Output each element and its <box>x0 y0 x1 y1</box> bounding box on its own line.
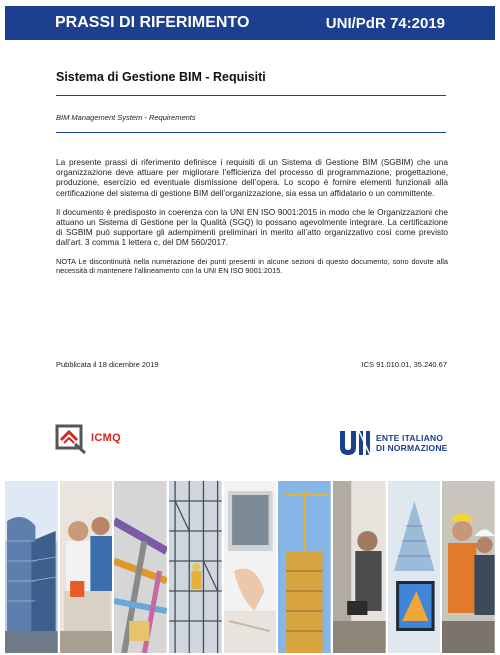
uni-logo-line2: DI NORMAZIONE <box>376 443 448 453</box>
construction-site-photo <box>278 481 331 653</box>
bim-model-tablet-photo <box>388 481 441 653</box>
uni-logo-icon <box>338 428 372 458</box>
title-divider <box>56 95 446 96</box>
publication-date: Pubblicata il 18 dicembre 2019 <box>56 360 159 369</box>
subtitle-divider <box>56 132 446 133</box>
ics-codes: ICS 91.010.01, 35.240.67 <box>361 360 447 369</box>
uni-logo <box>338 428 448 458</box>
abstract-paragraph: La presente prassi di riferimento definisce i requisiti di un Sistema di Gestione BIM (SGBIM) che una organizzazione deve attuare per migliorare l’efficienza del processo di programmazione, progettazione, produzione, esercizio ed eventuale dismissione dell’opera. Lo scopo è fornire elementi funzionali alla certificazione del sistema di gestione BIM dell’organizzazione, sia essa un affidatario o un committente. <box>56 157 448 198</box>
scaffolding-photo <box>169 481 222 653</box>
pipes-3d-model-photo <box>114 481 167 653</box>
workers-helmets-photo <box>442 481 495 653</box>
icmq-logo <box>55 422 121 454</box>
laptop-hands-photo <box>224 481 277 653</box>
document-title: Sistema di Gestione BIM - Requisiti <box>56 70 266 84</box>
header-series: PRASSI DI RIFERIMENTO <box>55 14 250 31</box>
photo-strip <box>5 481 495 653</box>
uni-logo-line1: ENTE ITALIANO <box>376 432 444 443</box>
technician-photo <box>333 481 386 653</box>
engineers-meeting-photo <box>60 481 113 653</box>
icmq-logo-text: ICMQ <box>91 432 121 444</box>
office-buildings-photo <box>5 481 58 653</box>
uni-logo-text <box>376 433 448 454</box>
header-bar <box>5 6 495 40</box>
header-code: UNI/PdR 74:2019 <box>325 14 445 32</box>
abstract-note: NOTA Le discontinuità nella numerazione dei punti presenti in alcune sezioni di questo documento, sono dovute alla necessità di mantenere l’allineamento con la UNI EN ISO 9001:2015. <box>56 256 448 276</box>
abstract-paragraph: Il documento è predisposto in coerenza con la UNI EN ISO 9001:2015 in modo che le Organizzazioni che attuano un Sistema di Gestione per la Qualità (SGQ) lo possano agevolmente integrare. La certificazione di SGBIM può supportare gli adempimenti preliminari in merito all’atto organizzativo così come previsto dall’art. 3 comma 1 lettera c, del DM 560/2017. <box>56 206 448 248</box>
document-subtitle: BIM Management System - Requirements <box>56 113 196 122</box>
abstract <box>56 157 448 284</box>
icmq-logo-icon <box>55 422 87 454</box>
